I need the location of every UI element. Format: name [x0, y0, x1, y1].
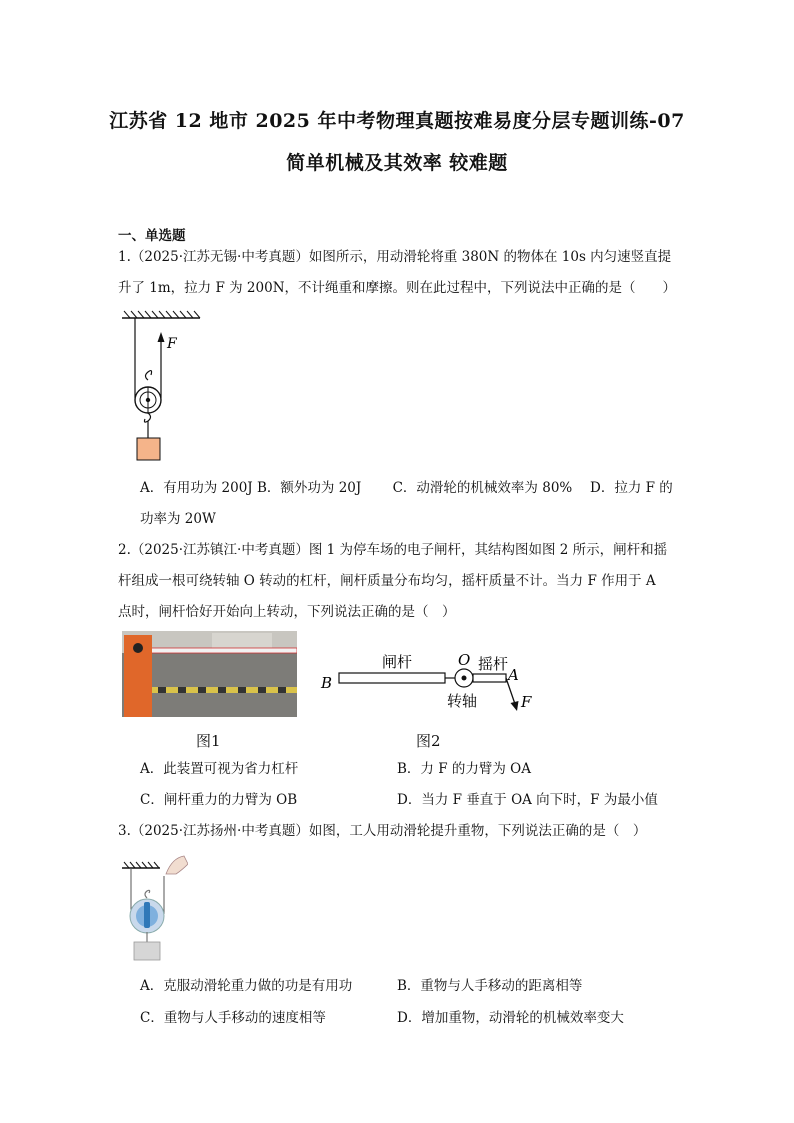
force-label: F [521, 693, 532, 711]
top-hook-icon [146, 371, 152, 380]
hook-icon [145, 890, 150, 898]
axis-label: 转轴 [447, 692, 478, 710]
q1-options-line1: A．有用功为 200J B．额外功为 20J C．动滑轮的机械效率为 80% D．拉力 F 的 [140, 480, 673, 496]
q1-stem-line2: 升了 1m，拉力 F 为 200N，不计绳重和摩擦。则在此过程中，下列说法中正确的是（ ） [118, 280, 677, 296]
barrier-arm [150, 648, 297, 653]
q1-pulley-figure [118, 310, 208, 466]
q3-option-b: B．重物与人手移动的距离相等 [397, 978, 583, 994]
barrier-pivot [133, 643, 143, 653]
q2-option-c: C．闸杆重力的力臂为 OB [140, 792, 298, 808]
q2-stem-line3: 点时，闸杆恰好开始向上转动，下列说法正确的是（ ） [118, 604, 456, 620]
q2-fig1-barrier-photo [122, 631, 297, 717]
worker-hand [166, 856, 188, 874]
building-window [212, 633, 272, 649]
q2-option-a: A．此装置可视为省力杠杆 [140, 761, 299, 777]
q2-stem-line1: 2.（2025·江苏镇江·中考真题）图 1 为停车场的电子闸杆，其结构图如图 2 所示，闸杆和摇 [118, 542, 668, 558]
point-label-A: A [508, 666, 519, 684]
q2-option-b: B．力 F 的力臂为 OA [397, 761, 531, 777]
paper-title-line2: 简单机械及其效率 较难题 [286, 152, 508, 174]
gate-bar [339, 673, 445, 683]
q2-stem-line2: 杆组成一根可绕转轴 O 转动的杠杆，闸杆质量分布均匀，摇杆质量不计。当力 F 作用于 A [118, 573, 656, 589]
fig1-caption: 图1 [196, 732, 221, 750]
section-heading: 一、单选题 [118, 228, 186, 244]
crank-bar [473, 674, 506, 682]
ceiling-hatch [122, 311, 200, 318]
load-block [137, 438, 160, 460]
pivot-point [462, 676, 467, 681]
bottom-hook-icon [144, 413, 150, 422]
force-arrow-icon [511, 701, 519, 711]
q3-option-c: C．重物与人手移动的速度相等 [140, 1010, 326, 1026]
load-block [134, 942, 160, 960]
pulley-frame [144, 902, 150, 928]
q3-stem: 3.（2025·江苏扬州·中考真题）如图，工人用动滑轮提升重物，下列说法正确的是（ ） [118, 823, 647, 839]
fig2-caption: 图2 [416, 732, 441, 750]
force-label: F [167, 336, 177, 352]
gate-bar-label: 闸杆 [382, 653, 413, 671]
q3-option-d: D．增加重物，动滑轮的机械效率变大 [397, 1010, 624, 1026]
force-arrow-icon [158, 332, 165, 342]
crank-label: 摇杆 [478, 655, 509, 673]
q2-option-d: D．当力 F 垂直于 OA 向下时，F 为最小值 [397, 792, 658, 808]
ceiling-hatch [122, 862, 160, 868]
q2-fig2-lever-diagram [318, 645, 548, 720]
q1-stem-line1: 1.（2025·江苏无锡·中考真题）如图所示，用动滑轮将重 380N 的物体在 10s 内匀速竖直提 [118, 249, 672, 265]
paper-title-line1: 江苏省 12 地市 2025 年中考物理真题按难易度分层专题训练-07 [109, 110, 685, 132]
q3-worker-pulley-photo [118, 852, 188, 964]
q3-option-a: A．克服动滑轮重力做的功是有用功 [140, 978, 353, 994]
pivot-label-O: O [458, 651, 471, 669]
q1-options-line2: 功率为 20W [140, 511, 216, 527]
point-label-B: B [321, 674, 333, 692]
